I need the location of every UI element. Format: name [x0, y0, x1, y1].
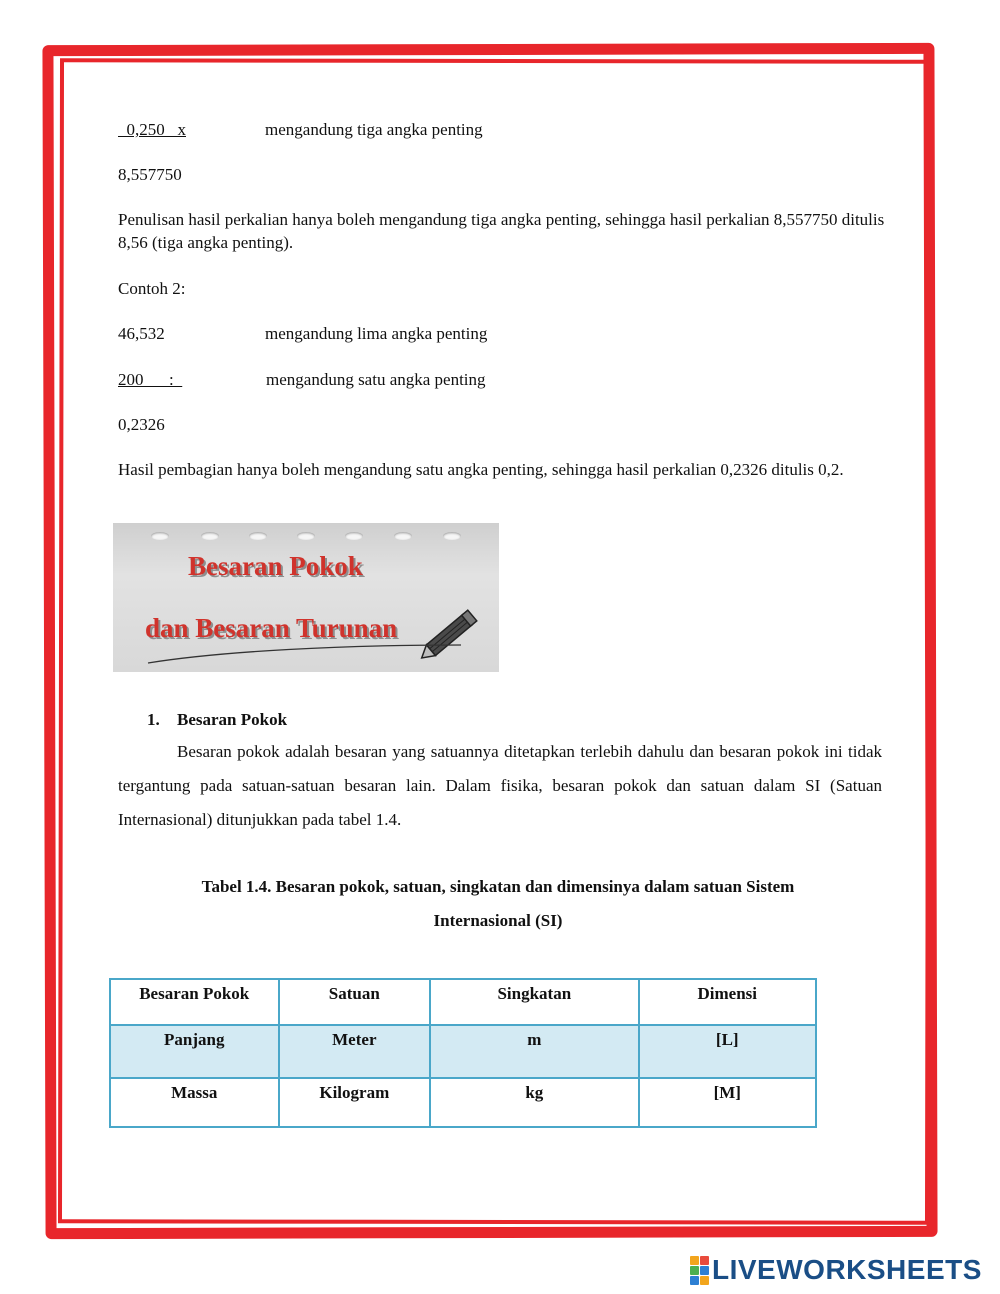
multiplicand-line: 0,250 x	[118, 120, 186, 139]
table-header-cell: Satuan	[279, 979, 431, 1025]
si-units-table	[109, 978, 817, 1128]
table-caption-line1: Tabel 1.4. Besaran pokok, satuan, singkatan dan dimensinya dalam satuan Sistem	[201, 877, 795, 896]
table-cell: [M]	[639, 1078, 817, 1127]
table-cell: m	[430, 1025, 638, 1078]
table-row	[110, 1078, 816, 1127]
quotient-explanation: Hasil pembagian hanya boleh mengandung satu angka penting, sehingga hasil perkalian 0,2326 ditulis 0,2.	[118, 460, 844, 479]
section-title: Besaran Pokok	[177, 710, 288, 729]
dividend-value: 46,532	[118, 324, 165, 343]
table-caption	[118, 870, 878, 938]
binder-hole	[249, 532, 267, 540]
table-caption-line2: Internasional (SI)	[433, 911, 563, 930]
product-value: 8,557750	[118, 165, 182, 184]
banner-title-line1: Besaran Pokok	[188, 551, 363, 581]
binder-hole	[443, 532, 461, 540]
binder-hole	[394, 532, 412, 540]
example-label: Contoh 2:	[118, 279, 186, 298]
dividend-note: mengandung lima angka penting	[265, 324, 488, 343]
liveworksheets-brand: LIVEWORKSHEETS	[712, 1254, 982, 1285]
table-header-cell: Singkatan	[430, 979, 638, 1025]
table-cell: Massa	[110, 1078, 279, 1127]
table-header-cell: Besaran Pokok	[110, 979, 279, 1025]
signature-swoosh	[143, 633, 473, 668]
topic-banner-image	[113, 523, 499, 672]
binder-hole	[345, 532, 363, 540]
product-explanation: Penulisan hasil perkalian hanya boleh mengandung tiga angka penting, sehingga hasil perkalian 8,557750 ditulis 8,56 (tiga angka penting).	[118, 210, 885, 252]
section-body: Besaran pokok adalah besaran yang satuannya ditetapkan terlebih dahulu dan besaran pokok ini tidak tergantung pada satuan-satuan besaran lain. Dalam fisika, besaran pokok dan satuan dalam SI (Satuan Internasional) ditunjukkan pada tabel 1.4.	[118, 742, 882, 829]
divisor-line: 200 :	[118, 370, 183, 389]
binder-hole	[151, 532, 169, 540]
table-cell: kg	[430, 1078, 638, 1127]
liveworksheets-blocks-icon	[690, 1256, 709, 1285]
banner-title-line2: dan Besaran Turunan	[145, 613, 398, 643]
multiplicand-note: mengandung tiga angka penting	[265, 120, 483, 139]
table-row	[110, 1025, 816, 1078]
table-cell: Kilogram	[279, 1078, 431, 1127]
binder-hole	[297, 532, 315, 540]
section-number: 1.	[147, 710, 160, 729]
table-cell: Meter	[279, 1025, 431, 1078]
binder-hole	[201, 532, 219, 540]
liveworksheets-logo[interactable]	[690, 1254, 982, 1286]
table-cell: [L]	[639, 1025, 817, 1078]
quotient-value: 0,2326	[118, 415, 165, 434]
table-header-row	[110, 979, 816, 1025]
divisor-note: mengandung satu angka penting	[266, 370, 486, 389]
table-header-cell: Dimensi	[639, 979, 817, 1025]
table-cell: Panjang	[110, 1025, 279, 1078]
